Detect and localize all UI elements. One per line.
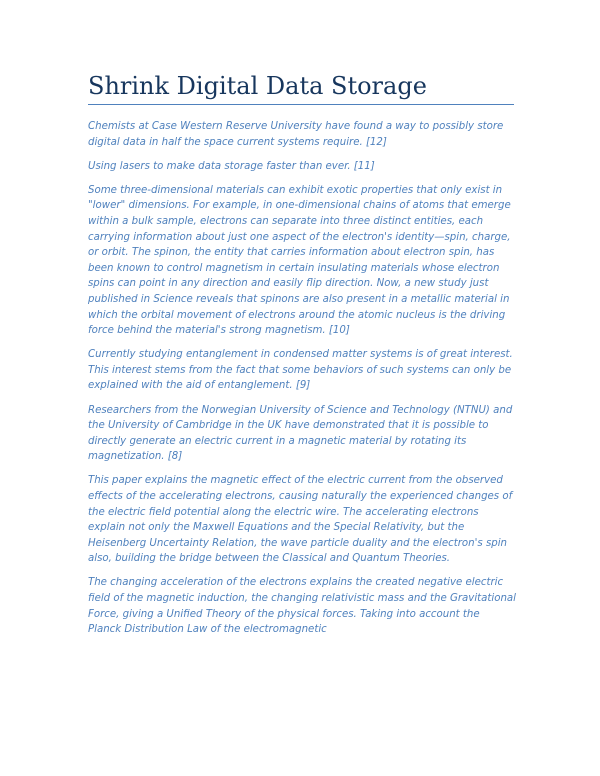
page-title: Shrink Digital Data Storage <box>88 70 514 105</box>
paragraph-entanglement: Currently studying entanglement in condensed matter systems is of great interest. This interest stems from the fact that some behaviors of such systems can only be explained with the aid of entanglement. [9] <box>88 349 513 392</box>
paragraph-magnetic-effect: This paper explains the magnetic effect of the electric current from the observed effects of the accelerating electrons, causing naturally the experienced changes of the electric field potential along the electric wire. The accelerating electrons explain not only the Maxwell Equations and the Special Relativity, but the Heisenberg Uncertainty Relation, the wave particle duality and the electron's spin also, building the bridge between the Classical and Quantum Theories. <box>88 475 513 565</box>
paragraph-changing-acceleration: The changing acceleration of the electrons explains the created negative electric field of the magnetic induction, the changing relativistic mass and the Gravitational Force, giving a Unified Theory of the physical forces. Taking into account the Planck Distribution Law of the electromagnetic <box>88 577 516 636</box>
document-body <box>88 119 516 646</box>
paragraph-lasers: Using lasers to make data storage faster than ever. [11] <box>88 160 375 172</box>
paragraph-data-storage: Chemists at Case Western Reserve University have found a way to possibly store digital data in half the space current systems require. [12] <box>88 121 504 148</box>
paragraph-ntnu: Researchers from the Norwegian University of Science and Technology (NTNU) and the University of Cambridge in the UK have demonstrated that it is possible to directly generate an electric current in a magnetic material by rotating its magnetization. [8] <box>88 404 513 463</box>
paragraph-spinons: Some three-dimensional materials can exhibit exotic properties that only exist in "lower" dimensions. For example, in one-dimensional chains of atoms that emerge within a bulk sample, electrons can separate into three distinct entities, each carrying information about just one aspect of the electron's identity—spin, charge, or orbit. The spinon, the entity that carries information about electron spin, has been known to control magnetism in certain insulating materials whose electron spins can point in any direction and easily flip direction. Now, a new study just published in Science reveals that spinons are also present in a metallic material in which the orbital movement of electrons around the atomic nucleus is the driving force behind the material's strong magnetism. [10] <box>88 184 511 337</box>
